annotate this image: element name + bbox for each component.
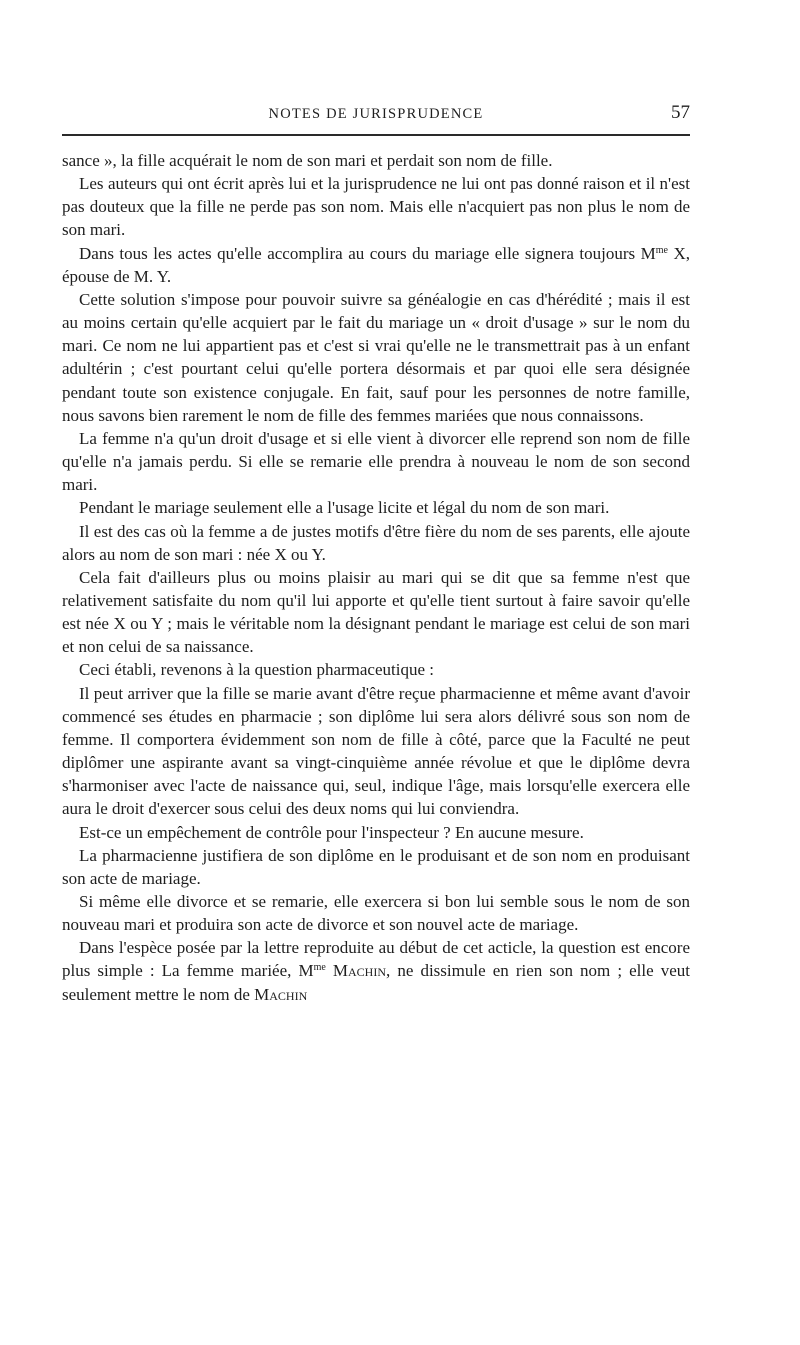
title-abbreviation-superscript: me xyxy=(655,244,668,256)
paragraph-14 xyxy=(62,936,690,1005)
running-header xyxy=(62,100,690,136)
page-number: 57 xyxy=(671,102,690,123)
running-title: NOTES DE JURISPRUDENCE xyxy=(268,106,484,122)
surname-small-caps: Machin xyxy=(332,961,387,981)
paragraph-4: Cette solution s'impose pour pouvoir suivre sa généalogie en cas d'hérédité ; mais il est au moins certain qu'elle acquiert par le fait du mariage un « droit d'usage » sur le nom du mari. Ce nom ne lui appartient pas et c'est si vrai qu'elle ne le transmettrait pas à un enfant adultérin ; c'est pourtant celui qu'elle portera désormais et par quoi elle sera désignée pendant toute son existence conjugale. En fait, sauf pour les personnes de notre famille, nous savons bien rarement le nom de fille des femmes mariées que nous connaissons. xyxy=(62,289,690,425)
paragraph-8: Cela fait d'ailleurs plus ou moins plaisir au mari qui se dit que sa femme n'est que relativement satisfaite du nom qu'il lui apporte et qu'elle tient surtout à faire savoir qu'elle est née X ou Y ; mais le véritable nom la désignant pendant le mariage est celui de son mari et non celui de sa naissance. xyxy=(62,567,690,657)
paragraph-10: Il peut arriver que la fille se marie avant d'être reçue pharmacienne et même avant d'avoir commencé ses études en pharmacie ; son diplôme lui sera alors délivré sous son nom de femme. Il comportera évidemment son nom de fille à côté, parce que la Faculté ne peut diplômer une aspirante avant sa vingt-cinquième année révolue et que le diplôme devra s'harmoniser avec l'acte de naissance qui, seul, indique l'âge, mais lorsqu'elle exercera elle aura le droit d'exercer sous celui des deux noms qui lui conviendra. xyxy=(62,683,690,819)
title-abbreviation-superscript: me xyxy=(313,962,326,974)
surname-small-caps-2: Machin xyxy=(254,984,308,1004)
paragraph-9: Ceci établi, revenons à la question pharmaceutique : xyxy=(79,660,434,680)
paragraph-14-text: Dans l'espèce posée par la lettre reproduite au début de cet acticle, la question est encore plus simple : La femme mariée, M xyxy=(62,938,690,981)
paragraph-11: Est-ce un empêchement de contrôle pour l'inspecteur ? En aucune mesure. xyxy=(79,822,584,842)
paragraph-3-text-end: X, épouse de M. Y. xyxy=(62,243,691,286)
paragraph-3-text: Dans tous les actes qu'elle accomplira au cours du mariage elle signera toujours M xyxy=(79,243,656,263)
paragraph-2: Les auteurs qui ont écrit après lui et la jurisprudence ne lui ont pas donné raison et il n'est pas douteux que la fille ne perde pas son nom. Mais elle n'acquiert pas non plus le nom de son mari. xyxy=(62,174,690,240)
paragraph-5: La femme n'a qu'un droit d'usage et si elle vient à divorcer elle reprend son nom de fille qu'elle n'a jamais perdu. Si elle se remarie elle prendra à nouveau le nom de son second mari. xyxy=(62,428,690,495)
paragraph-6: Pendant le mariage seulement elle a l'usage licite et légal du nom de son mari. xyxy=(79,498,610,518)
paragraph-1: sance », la fille acquérait le nom de son mari et perdait son nom de fille. xyxy=(62,151,553,170)
document-page xyxy=(62,100,690,1006)
paragraph-3 xyxy=(62,242,690,288)
body-text xyxy=(62,149,690,1006)
paragraph-13: Si même elle divorce et se remarie, elle exercera si bon lui semble sous le nom de son nouveau mari et produira son acte de divorce et son nouvel acte de mariage. xyxy=(62,892,690,935)
paragraph-12: La pharmacienne justifiera de son diplôme en le produisant et de son nom en produisant son acte de mariage. xyxy=(62,845,690,888)
paragraph-14-text-middle: , ne dissimule en rien son nom ; elle veut seulement mettre le nom de xyxy=(62,961,690,1004)
paragraph-7: Il est des cas où la femme a de justes motifs d'être fière du nom de ses parents, elle ajoute alors au nom de son mari : née X ou Y. xyxy=(62,521,690,564)
